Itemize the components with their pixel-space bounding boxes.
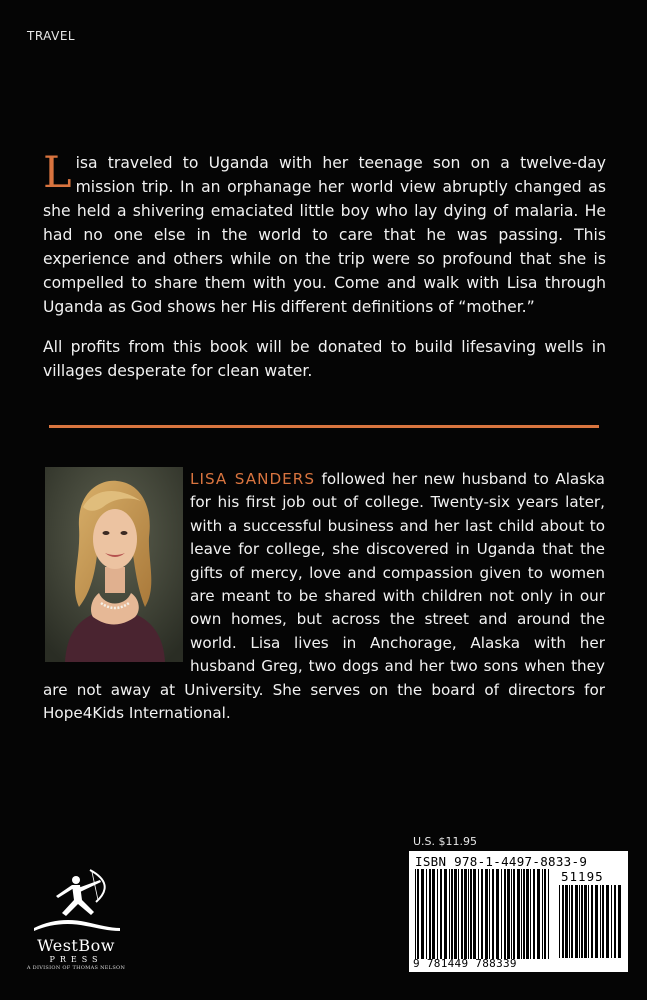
barcode-bar (449, 869, 450, 959)
barcode-bar (542, 869, 543, 959)
barcode-bar (565, 885, 568, 958)
barcode-bar (581, 885, 583, 958)
addon-barcode-bars (559, 885, 621, 958)
barcode-bar (444, 869, 447, 959)
barcode-bar (481, 869, 483, 959)
barcode-bar (496, 869, 499, 959)
barcode-bar (478, 869, 479, 959)
barcode-bar (415, 869, 416, 959)
barcode-bar (504, 869, 506, 959)
barcode-bar (533, 869, 535, 959)
publisher-press-label: PRESS (49, 955, 103, 964)
barcode-bar (507, 869, 510, 959)
barcode-bar (548, 869, 549, 959)
barcode-bar (464, 869, 467, 959)
price-label: U.S. $11.95 (413, 835, 478, 848)
publisher-name: WestBow (37, 936, 115, 955)
barcode-bar (489, 869, 490, 959)
category-label: TRAVEL (27, 29, 76, 43)
barcode-bar (523, 869, 525, 959)
barcode-bar (470, 869, 472, 959)
barcode-bar (588, 885, 589, 958)
barcode-bar (454, 869, 457, 959)
barcode-bar (559, 885, 560, 958)
archer-icon (30, 868, 122, 932)
barcode-bar (614, 885, 616, 958)
barcode-bar (426, 869, 427, 959)
barcode-bar (595, 885, 598, 958)
barcode-bar (492, 869, 494, 959)
barcode-bar (571, 885, 573, 958)
section-divider (49, 425, 599, 428)
barcode-bar (451, 869, 453, 959)
barcode-bar (579, 885, 580, 958)
barcode-bar (517, 869, 520, 959)
barcode-bar (429, 869, 431, 959)
barcode-bar (611, 885, 612, 958)
barcode-bar (421, 869, 424, 959)
barcode-bar (417, 869, 419, 959)
ean-number: 9 781449 788339 (413, 957, 517, 970)
barcode-bar (618, 885, 621, 958)
barcode-bar (526, 869, 529, 959)
barcode-bar (584, 885, 587, 958)
barcode-bar (575, 885, 578, 958)
barcode-bar (606, 885, 609, 958)
barcode-bar (511, 869, 512, 959)
back-cover-blurb (43, 148, 606, 399)
ean-barcode-bars (415, 869, 549, 959)
barcode-bar (458, 869, 459, 959)
barcode-bar (501, 869, 502, 959)
barcode-bar (544, 869, 546, 959)
author-bio (43, 468, 605, 725)
barcode-bar (602, 885, 604, 958)
barcode-bar (461, 869, 463, 959)
barcode-bar (473, 869, 476, 959)
barcode-bar (591, 885, 593, 958)
barcode-bar (530, 869, 531, 959)
barcode-bar (437, 869, 438, 959)
barcode-bar (521, 869, 522, 959)
barcode-bar (468, 869, 469, 959)
blurb-paragraph-1-text: isa traveled to Uganda with her teenage son on a twelve-day mission trip. In an orphanage her world view abruptly changed as she held a shivering emaciated little boy who lay dying of malaria. He had no one else in the world to care that he was passing. This experience and others while on the trip were so profound that she is compelled to share them with you. Come and walk with Lisa through Uganda as God shows her His different definitions of “mother.” (43, 154, 606, 316)
isbn-barcode (409, 851, 628, 972)
barcode-bar (440, 869, 442, 959)
isbn-text: ISBN 978-1-4497-8833-9 (415, 854, 588, 869)
barcode-bar (432, 869, 435, 959)
author-bio-text: followed her new husband to Alaska for his first job out of college. Twenty-six years later, with a successful business and her last child about to leave for college, she discovered in Uganda that the gifts of mercy, love and compassion given to women are meant to be shared with children not only in our own homes, but across the street and around the world. Lisa lives in Anchorage, Alaska with her husband Greg, two dogs and her two sons when they are not away at University. She serves on the board of directors for Hope4Kids International. (43, 470, 605, 723)
blurb-paragraph-2: All profits from this book will be donated to build lifesaving wells in villages desperate for clean water. (43, 338, 606, 380)
barcode-bar (513, 869, 515, 959)
author-name: LISA SANDERS (190, 470, 315, 488)
blurb-paragraph-1 (43, 148, 606, 319)
price-addon-number: 51195 (561, 869, 604, 884)
barcode-bar (485, 869, 488, 959)
barcode-bar (562, 885, 564, 958)
publisher-tagline: A DIVISION OF THOMAS NELSON (26, 965, 126, 971)
barcode-bar (569, 885, 570, 958)
barcode-bar (600, 885, 601, 958)
drop-cap: L (43, 148, 72, 198)
publisher-logo (30, 868, 122, 932)
barcode-bar (537, 869, 540, 959)
